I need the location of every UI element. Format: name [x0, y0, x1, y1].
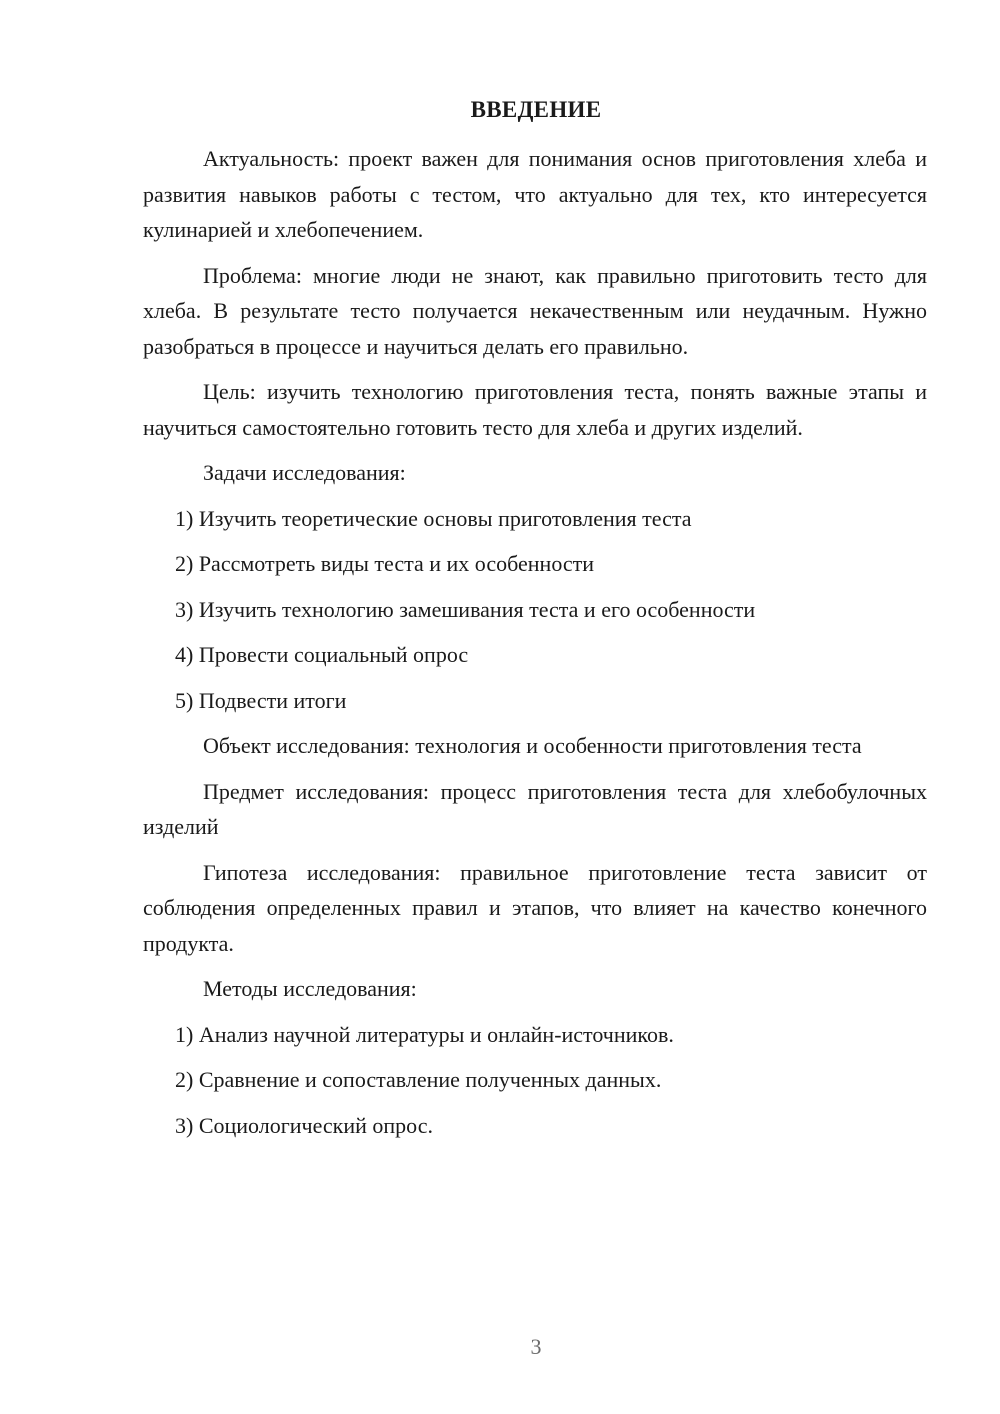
- goal-paragraph: Цель: изучить технологию приготовления теста, понять важные этапы и научиться самостоятельно готовить тесто для хлеба и других изделий.: [143, 379, 927, 440]
- subject-paragraph: Предмет исследования: процесс приготовления теста для хлебобулочных изделий: [143, 778, 927, 839]
- document-body: [143, 141, 927, 1153]
- hypothesis-paragraph: Гипотеза исследования: правильное приготовление теста зависит от соблюдения определенных правил и этапов, что влияет на качество конечного продукта.: [143, 859, 927, 956]
- relevance-paragraph: Актуальность: проект важен для понимания основ приготовления хлеба и развития навыков работы с тестом, что актуально для тех, кто интересуется кулинарией и хлебопечением.: [143, 146, 927, 242]
- task-item: 5) Подвести итоги: [175, 687, 347, 713]
- page-number: 3: [530, 1334, 542, 1359]
- task-item: 3) Изучить технологию замешивания теста и его особенности: [175, 596, 756, 622]
- task-item: 4) Провести социальный опрос: [175, 642, 469, 667]
- method-item: 2) Сравнение и сопоставление полученных данных.: [175, 1067, 662, 1092]
- methods-heading: Методы исследования:: [203, 976, 417, 1001]
- object-paragraph: Объект исследования: технология и особенности приготовления теста: [203, 733, 862, 758]
- task-item: 1) Изучить теоретические основы приготовления теста: [175, 505, 692, 531]
- tasks-heading: Задачи исследования:: [203, 460, 406, 485]
- task-item: 2) Рассмотреть виды теста и их особенности: [175, 551, 595, 576]
- section-heading: ВВЕДЕНИЕ: [470, 97, 602, 122]
- problem-paragraph: Проблема: многие люди не знают, как правильно приготовить тесто для хлеба. В результате тесто получается некачественным или неудачным. Нужно разобраться в процессе и научиться делать его правильно.: [143, 262, 927, 359]
- method-item: 3) Социологический опрос.: [175, 1112, 433, 1138]
- method-item: 1) Анализ научной литературы и онлайн-источников.: [175, 1021, 674, 1047]
